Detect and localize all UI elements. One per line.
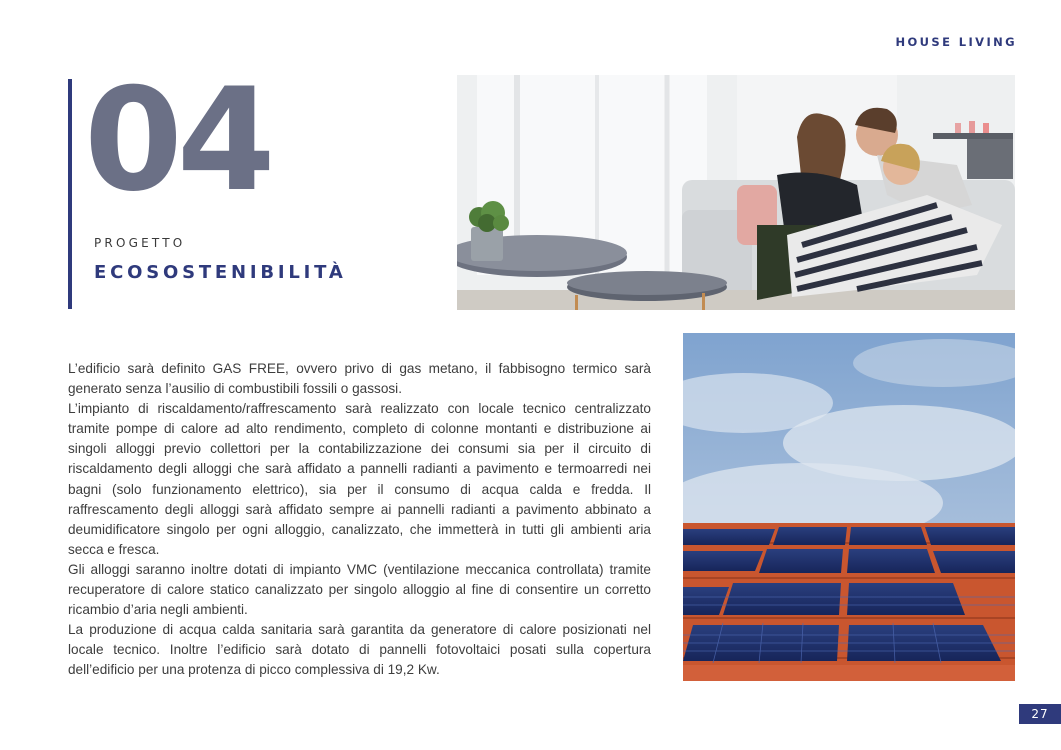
solar-panels-photo [683,333,1015,681]
accent-bar [68,79,72,309]
body-paragraph: La produzione di acqua calda sanitaria sarà garantita da generatore di calore posizionati nel locale tecnico. Inoltre l’edificio sarà dotato di pannelli fotovoltaici posati sulla copertura dell’edificio per una protenza di picco complessiva di 19,2 Kw. [68,622,651,678]
body-paragraph: Gli alloggi saranno inoltre dotati di impianto VMC (ventilazione meccanica controllata) tramite recuperatore di calore statico canalizzato per singolo alloggio al fine di consentire un corretto ricambio d’aria negli ambienti. [68,561,651,618]
chapter-number: 04 [84,58,270,223]
body-paragraph: L’edificio sarà definito GAS FREE, ovvero privo di gas metano, il fabbisogno termico sarà generato senza l’ausilio di combustibili fossili o gassosi. [68,361,651,397]
chapter-title: ECOSOSTENIBILITÀ [94,262,347,283]
page-number: 27 [1019,704,1061,724]
body-text [68,359,651,681]
header-label: HOUSE LIVING [895,35,1017,49]
family-photo [457,75,1015,310]
chapter-kicker: PROGETTO [94,236,186,250]
body-paragraph: L’impianto di riscaldamento/raffrescamento sarà realizzato con locale tecnico centralizzato tramite pompe di calore ad alto rendimento, completo di colonne montanti e distribuzione ai singoli alloggi previo collettori per la contabilizzazione dei consumi sia per il circuito di riscaldamento degli alloggi che sarà affidato a pannelli radianti a pavimento e termoarredi nei bagni (solo funzionamento elettrico), sia per il consumo di acqua calda e fredda. Il raffrescamento degli alloggi sarà affidato sempre ai pannelli radianti a pavimento abbinato a deumidificatore singolo per ogni alloggio, canalizzato, che immetterà in tutti gli ambienti aria secca e fresca. [68,401,651,557]
